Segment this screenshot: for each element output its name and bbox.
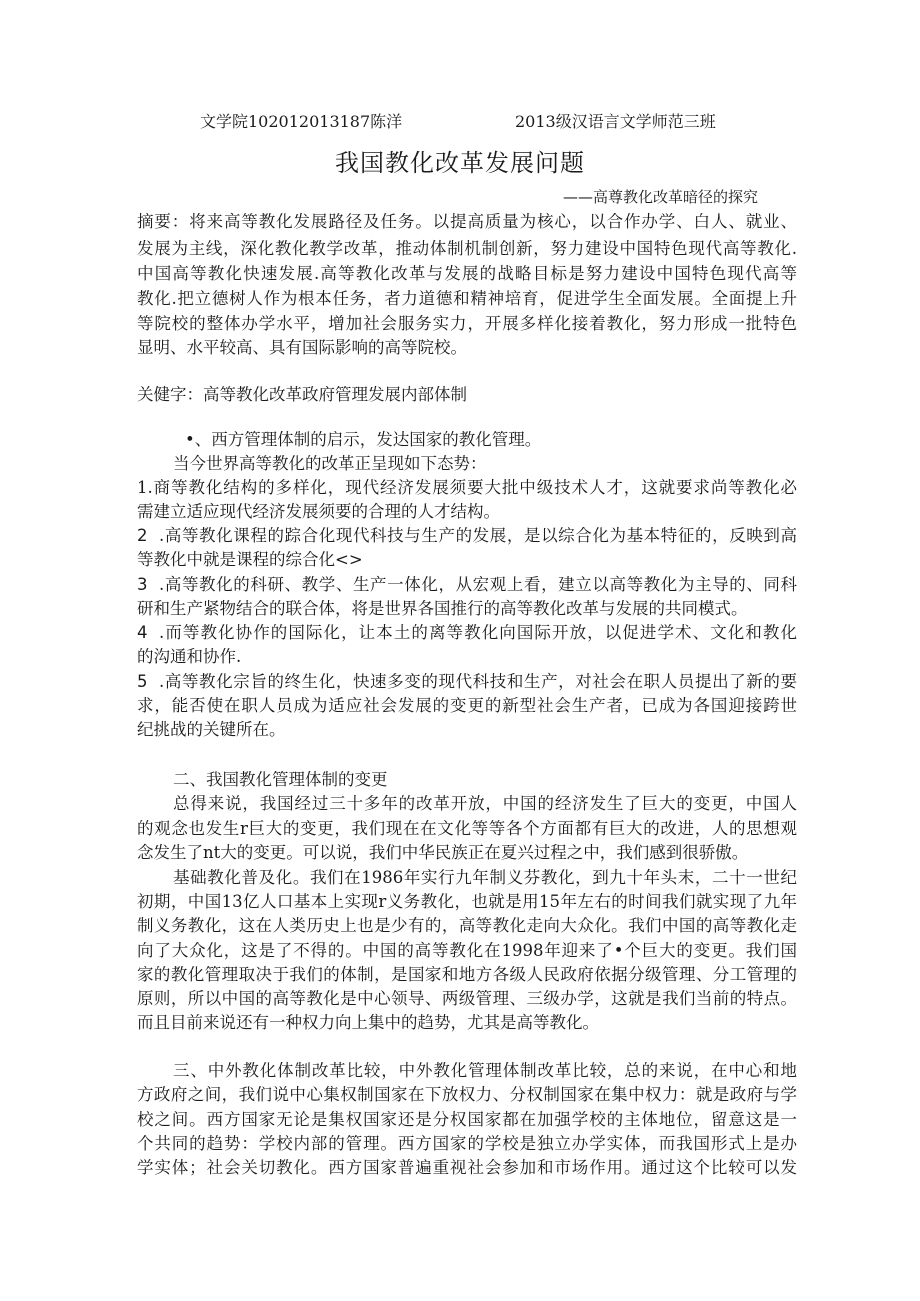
list-item-line [137, 573, 797, 597]
abstract-line: 发展为主线，深化教化教学改革，推动体制机制创新，努力建设中国特色现代高等教化. [137, 239, 797, 258]
abstract-text: 将来高等教化发展路径及任务。以提高质量为核心，以合作办学、白人、就业、 [189, 212, 797, 231]
paragraph-line: 基础教化普及化。我们在1986年实行九年制义芬教化，到九十年头末，二十一世纪 [173, 868, 797, 887]
paragraph-line: 的观念也发生r巨大的变更，我们现在在文化等等各个方面都有巨大的改进，人的思想观 [137, 819, 797, 838]
author-info: 文学院102012013187陈洋 [200, 112, 403, 131]
keywords-label: 关健字： [137, 385, 203, 404]
list-text: .高等教化宗旨的终生化，快速多变的现代科技和生产，对社会在职人员提出了新的要 [159, 672, 797, 691]
paragraph-line: 校之间。西方国家无论是集权国家还是分权国家都在加强学校的主体地位，留意这是一 [137, 1110, 797, 1129]
list-text: .高等教化课程的踪合化现代科技与生产的发展，是以综合化为基本特征的，反映到高 [159, 526, 797, 545]
list-item-line: 纪挑战的关键所在。 [137, 720, 286, 739]
abstract-line: 显明、水平较高、具有国际影响的高等院校。 [137, 338, 467, 357]
paragraph-line: 原则，所以中国的高等教化是中心领导、两级管理、三级办学，这就是我们当前的特点。 [137, 989, 797, 1008]
list-text: .高等教化的科研、教学、生产一体化，从宏观上看，建立以高等教化为主导的、同科 [159, 575, 797, 594]
list-text: .而等教化协作的国际化，让本土的离等教化向国际开放，以促进学术、文化和教化 [159, 623, 797, 642]
paragraph-line: 总得来说，我国经过三十多年的改革开放，中国的经济发生了巨大的变更，中国人 [173, 794, 797, 813]
paragraph-line: 而且目前来说还有一种权力向上集中的趋势，尤其是高等教化。 [137, 1013, 599, 1032]
list-item-line: 等教化中就是课程的综合化<> [137, 550, 363, 569]
list-number: 4 [137, 623, 148, 642]
section1-intro: 当今世界高等教化的改革正呈现如下态势： [173, 454, 487, 473]
abstract-line: 中国高等教化快速发展.高等教化改革与发展的战略目标是努力建设中国特色现代高等 [137, 264, 797, 283]
paragraph-line: 个共同的趋势：学校内部的管理。西方国家的学校是独立办学实体，而我国形式上是办 [137, 1134, 797, 1153]
list-item-line [137, 621, 797, 645]
section1-heading: •、西方管理体制的启示，发达国家的教化管理。 [185, 430, 542, 449]
abstract-line [137, 210, 797, 234]
abstract-label: 摘要： [137, 212, 190, 231]
list-item-line [137, 670, 797, 694]
page-title: 我国教化改革发展问题 [335, 149, 585, 177]
paragraph-line: 念发生了nt大的变更。可以说，我们中华民族正在夏兴过程之中，我们感到很骄傲。 [137, 843, 749, 862]
list-item-line [137, 524, 797, 548]
list-item-line: 研和生产紧物结合的联合体，将是世界各国推行的高等教化改革与发展的共同模式。 [137, 599, 748, 618]
list-item-line: 1.商等教化结构的多样化，现代经济发展须要大批中级技术人才，这就要求尚等教化必 [137, 478, 797, 497]
section2-heading: 二、我国教化管理体制的变更 [173, 770, 388, 789]
list-number: 2 [137, 526, 148, 545]
paragraph-line: 学实体；社会关切教化。西方国家普遍重视社会参加和市场作用。通过这个比较可以发 [137, 1158, 797, 1177]
keywords-line [137, 383, 797, 407]
class-info: 2013级汉语言文学师范三班 [515, 112, 716, 131]
list-item-line: 需建立适应现代经济发展须要的合理的人才结构。 [137, 502, 500, 521]
list-item-line: 的沟通和协作. [137, 647, 242, 666]
abstract-line: 等院校的整体办学水平，增加社会服务实力，开展多样化接着教化，努力形成一批特色 [137, 314, 797, 333]
list-number: 3 [137, 575, 148, 594]
paragraph-line: 方政府之间，我们说中心集权制国家在下放权力、分权制国家在集中权力：就是政府与学 [137, 1085, 797, 1104]
abstract-line: 教化.把立德树人作为根本任务，者力道德和精神培育，促进学生全面发展。全面提上升 [137, 289, 797, 308]
list-item-line: 求，能否使在职人员成为适应社会发展的变更的新型社会生产者，已成为各国迎接跨世 [137, 696, 797, 715]
list-number: 5 [137, 672, 148, 691]
paragraph-line: 初期，中国13亿人口基本上实现r义务教化，也就是用15年左右的时间我们就实现了九年 [137, 892, 797, 911]
paragraph-line: 三、中外教化体制改革比较，中外教化管理体制改革比较，总的来说，在中心和地 [173, 1061, 797, 1080]
keywords-text: 高等教化改革政府管理发展内部体制 [203, 385, 467, 404]
page-subtitle: ——高尊教化改革暗径的探究 [563, 188, 759, 206]
paragraph-line: 家的教化管理取决于我们的体制，是国家和地方各级人民政府依据分级管理、分工管理的 [137, 965, 797, 984]
paragraph-line: 向了大众化，这是了不得的。中国的高等教化在1998年迎来了•个巨大的变更。我们国 [137, 941, 797, 960]
paragraph-line: 制义务教化，这在人类历史上也是少有的，高等教化走向大众化。我们中国的高等教化走 [137, 916, 797, 935]
